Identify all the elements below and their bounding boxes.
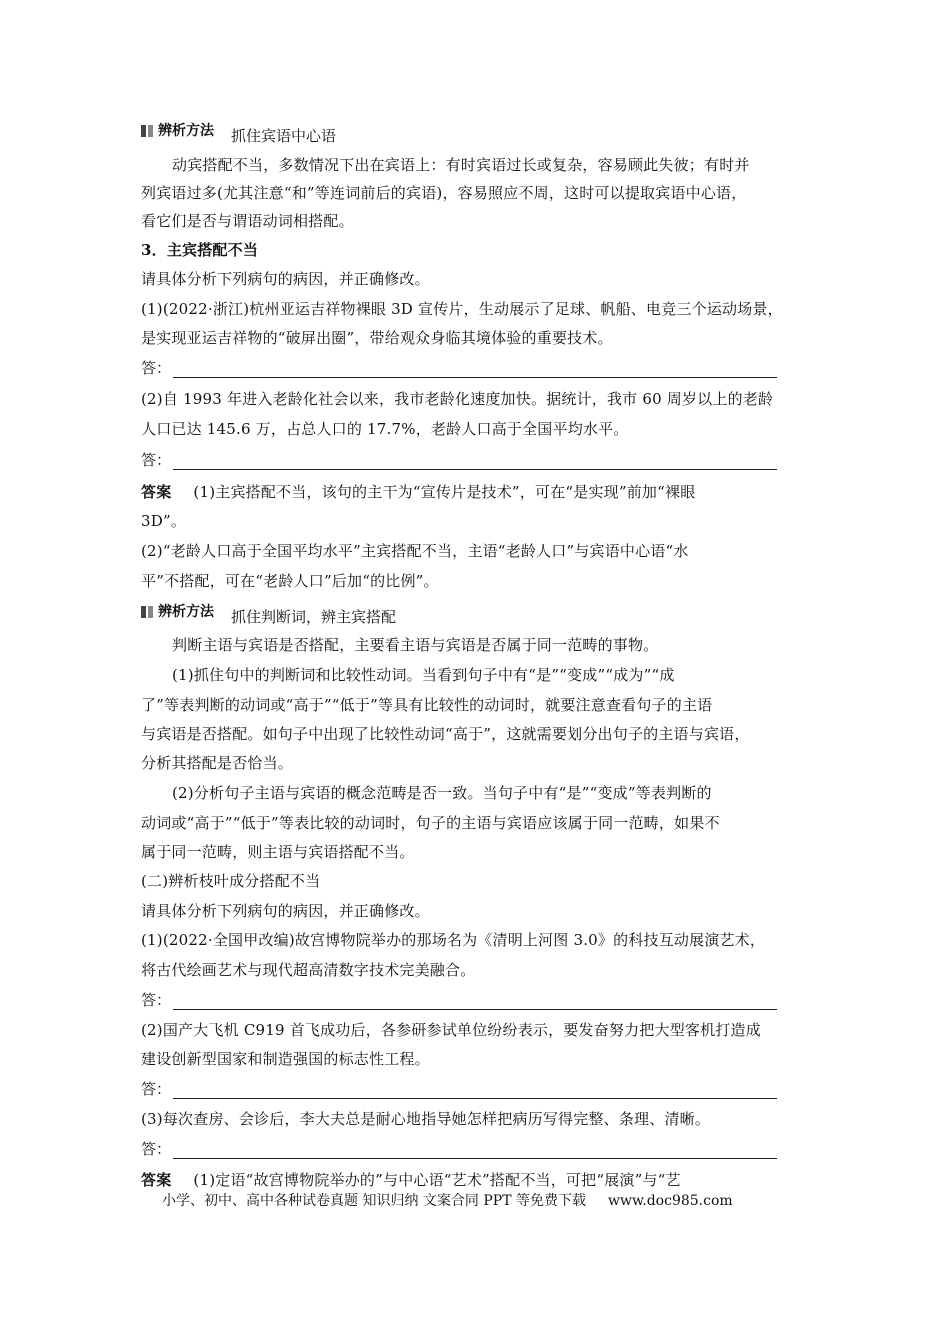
answer-prompt: 答： [141,359,172,377]
answer-blank[interactable] [173,455,777,470]
question-line: (2)自 1993 年进入老龄化社会以来，我市老龄化速度加快。据统计，我市 60 周岁以上的老龄 [141,390,774,408]
paragraph-line: 属于同一范畴，则主语与宾语搭配不当。 [141,843,415,861]
answer-blank-row [141,990,777,1010]
paragraph-line: 了”等表判断的动词或“高于”“低于”等具有比较性的动词时，就要注意查看句子的主语 [141,696,713,714]
answer-label: 答案 [141,1171,172,1189]
answer-blank[interactable] [173,1144,777,1159]
section-heading: 3．主宾搭配不当 [141,241,259,259]
footer-banner [162,1192,733,1210]
question-line: 是实现亚运吉祥物的“破屏出圈”，带给观众身临其境体验的重要技术。 [141,329,613,347]
paragraph-line: (2)分析句子主语与宾语的概念范畴是否一致。当句子中有“是”“变成”等表判断的 [172,784,712,802]
answer-blank-row [141,1139,777,1159]
answer-text: (1)定语“故宫博物院举办的”与中心语“艺术”搭配不当，可把“展演”与“艺 [193,1171,681,1189]
footer-site-link[interactable]: www.doc985.com [607,1193,733,1209]
question-line: 将古代绘画艺术与现代超高清数字技术完美融合。 [141,961,476,979]
paragraph-line: (1)抓住句中的判断词和比较性动词。当看到句子中有“是”“变成”“成为”“成 [172,666,675,684]
answer-text: (1)主宾搭配不当，该句的主干为“宣传片是技术”，可在“是实现”前加“裸眼 [193,483,696,501]
method-marker-icon [141,606,153,618]
question-line: 建设创新型国家和制造强国的标志性工程。 [141,1050,430,1068]
footer-text: 小学、初中、高中各种试卷真题 知识归纳 文案合同 PPT 等免费下载 [162,1193,586,1209]
method-header-2 [141,602,397,626]
answer-prompt: 答： [141,1140,172,1158]
answer-blank-row [141,1079,777,1099]
question-line: (1)(2022·浙江)杭州亚运吉祥物裸眼 3D 宣传片，生动展示了足球、帆船、电竞三个运动场景， [141,300,783,318]
section-heading: (二)辨析枝叶成分搭配不当 [141,872,321,890]
question-line: 人口已达 145.6 万，占总人口的 17.7%，老龄人口高于全国平均水平。 [141,420,629,438]
method-title: 抓住判断词，辨主宾搭配 [231,608,397,626]
paragraph-line: 判断主语与宾语是否搭配，主要看主语与宾语是否属于同一范畴的事物。 [172,636,659,654]
paragraph-line: 看它们是否与谓语动词相搭配。 [141,212,354,230]
method-header-1 [141,121,337,145]
paragraph-line: 与宾语是否搭配。如句子中出现了比较性动词“高于”，这就需要划分出句子的主语与宾语， [141,725,750,743]
method-label: 辨析方法 [158,604,214,620]
paragraph-line: 动宾搭配不当，多数情况下出在宾语上：有时宾语过长或复杂，容易顾此失彼；有时并 [172,156,750,174]
paragraph-line: 列宾语过多(尤其注意“和”等连词前后的宾语)，容易照应不周，这时可以提取宾语中心语， [141,184,747,202]
answer-prompt: 答： [141,991,172,1009]
paragraph-line: 分析其搭配是否恰当。 [141,754,294,772]
question-line: (1)(2022·全国甲改编)故宫博物院举办的那场名为《清明上河图 3.0》的科技互动展演艺术， [141,931,766,949]
answer-text: 3D”。 [141,512,187,530]
paragraph-line: 动词或“高于”“低于”等表比较的动词时，句子的主语与宾语应该属于同一范畴，如果不 [141,814,720,832]
answer-prompt: 答： [141,1080,172,1098]
answer-blank[interactable] [173,363,777,378]
answer-blank[interactable] [173,995,777,1010]
answer-blank[interactable] [173,1084,777,1099]
question-line: (3)每次查房、会诊后，李大夫总是耐心地指导她怎样把病历写得完整、条理、清晰。 [141,1110,711,1128]
answer-text: (2)“老龄人口高于全国平均水平”主宾搭配不当，主语“老龄人口”与宾语中心语“水 [141,542,689,560]
method-label: 辨析方法 [158,123,214,139]
answer-line [141,482,821,502]
question-line: (2)国产大飞机 C919 首飞成功后，各参研参试单位纷纷表示，要发奋努力把大型客机打造成 [141,1021,761,1039]
answer-label: 答案 [141,483,172,501]
answer-blank-row [141,358,777,378]
answer-text: 平”不搭配，可在“老龄人口”后加“的比例”。 [141,572,439,590]
answer-prompt: 答： [141,451,172,469]
instruction: 请具体分析下列病句的病因，并正确修改。 [141,270,430,288]
method-marker-icon [141,125,153,137]
method-title: 抓住宾语中心语 [231,127,337,145]
answer-line [141,1170,821,1190]
instruction: 请具体分析下列病句的病因，并正确修改。 [141,902,430,920]
answer-blank-row [141,450,777,470]
